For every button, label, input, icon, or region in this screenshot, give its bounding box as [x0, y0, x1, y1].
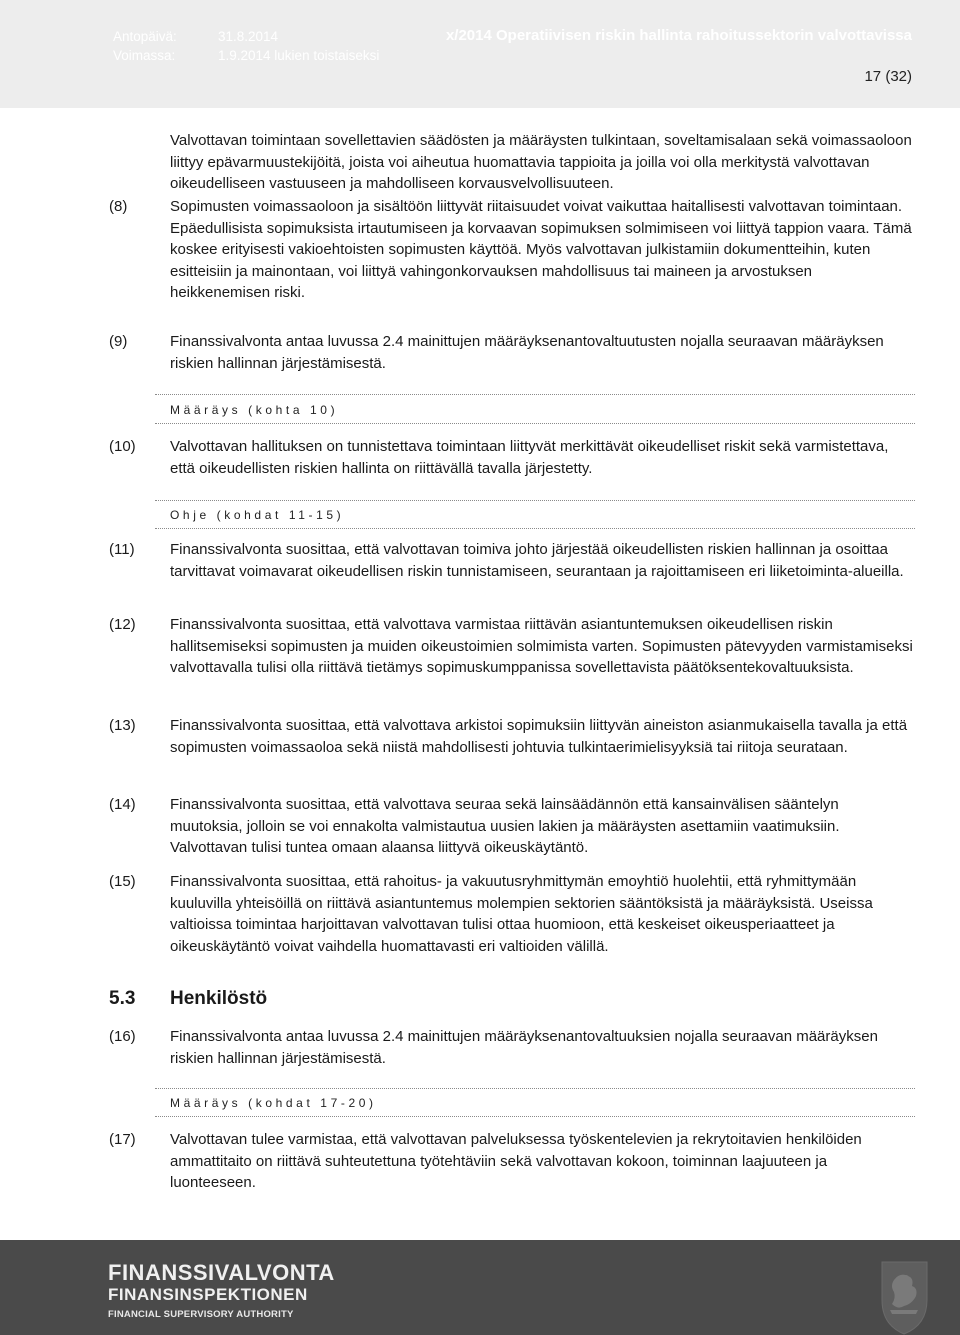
section-divider: [155, 394, 915, 395]
section-divider: [155, 500, 915, 501]
item-text: Finanssivalvonta antaa luvussa 2.4 mainittujen määräyksenantovaltuuksien nojalla seuraavan määräyksen riskien hallinnan järjestämisestä.: [170, 1028, 878, 1067]
heading-maarays-17-20: Määräys (kohdat 17-20): [170, 1096, 377, 1110]
item-text: Finanssivalvonta suosittaa, että valvottava arkistoi sopimuksiin liittyvän aineiston asianmukaisella tavalla ja että sopimusten voimassaoloa sekä niistä mahdollisesti johtuvia tulkintaerimielisyyksiä tai riitoja seurataan.: [170, 717, 908, 756]
item-text: Valvottavan hallituksen on tunnistettava toimintaan liittyvät merkittävät oikeudelliset riskit sekä varmistettava, että oikeudellisten riskien hallinta on riittävällä tavalla järjestetty.: [170, 438, 889, 477]
lion-coat-of-arms-icon: [862, 1250, 947, 1335]
item-text: Finanssivalvonta suosittaa, että valvottavan toimiva johto järjestää oikeudellisten riskien hallinnan ja osoittaa tarvittavat voimavarat oikeudellisen riskin tunnistamiseen, seurantaan ja rajoittamiseen eri liiketoiminta-alueilla.: [170, 541, 904, 580]
item-text: Finanssivalvonta suosittaa, että valvottava seuraa sekä lainsäädännön että kansainvälisen sääntelyn muutoksia, jolloin se voi ennakolta valmistautua uusien lakien ja määräysten asettamiin vaatimuksiin. Valvottavan tulisi tuntea omaan alaansa liittyvä oikeuskäytäntö.: [170, 796, 840, 857]
item-number: (13): [109, 717, 136, 734]
item-number: (10): [109, 438, 136, 455]
item-number: (17): [109, 1131, 136, 1148]
footer-brand-sv: FINANSINSPEKTIONEN: [108, 1285, 308, 1304]
issue-date-label: Antopäivä:: [113, 29, 177, 44]
item-number: (15): [109, 873, 136, 890]
item-number: (9): [109, 333, 128, 350]
section-divider: [155, 528, 915, 529]
intro-paragraph: Valvottavan toimintaan sovellettavien säädösten ja määräysten tulkintaan, soveltamisalaan sekä voimassaoloon liittyy epävarmuustekijöitä, joista voi aiheutua huomattavia tappioita ja joilla voi olla merkitystä valvottavan oikeudelliseen vastuuseen ja mahdolliseen korvausvelvollisuuteen.: [170, 132, 912, 193]
item-number: (12): [109, 616, 136, 633]
item-number: (14): [109, 796, 136, 813]
heading-ohje-11-15: Ohje (kohdat 11-15): [170, 508, 345, 522]
item-text: Finanssivalvonta suosittaa, että rahoitus- ja vakuutusryhmittymän emoyhtiö huolehtii, että ryhmittymään kuuluvilla yhteisöillä on riittävä asiantuntemus molempien sektorien sääntöksistä ja määräyksistä. Useissa valtioissa toimintaa harjoittavan valvottavan tulisi ottaa huomioon, että keskeiset oikeusperiaatteet ja oikeuskäytäntö voivat vaihdella huomattavasti eri valtioiden välillä.: [170, 873, 873, 955]
item-text: Sopimusten voimassaoloon ja sisältöön liittyvät riitaisuudet voivat vaikuttaa haitallisesti valvottavan toimintaan. Epäedullisista sopimuksista irtautumiseen ja korvaavan sopimuksen solmimiseen voi liittyä tappion vaara. Tämä koskee erityisesti vakioehtoisten sopimusten käyttöä. Myös valvottavan julkistamiin dokumentteihin, kuten esitteisiin ja mainontaan, voi liittyä vahingonkorvauksen mahdollisuus tai maineen ja arvostuksen heikkenemisen riski.: [170, 198, 912, 302]
footer-brand-en: FINANCIAL SUPERVISORY AUTHORITY: [108, 1309, 294, 1320]
valid-from-label: Voimassa:: [113, 48, 176, 63]
issue-date-value: 31.8.2014: [218, 29, 279, 44]
item-text: Finanssivalvonta suosittaa, että valvottava varmistaa riittävän asiantuntemuksen oikeudellisen riskin hallitsemiseksi sopimusten ja muiden oikeustoimien solmimista varten. Sopimusten pätevyyden varmistamiseksi valvottavalla tulisi olla riittävä tietämys sopimuskumppanissa sovellettavista päätöksentekovaltuuksista.: [170, 616, 913, 677]
item-text: Finanssivalvonta antaa luvussa 2.4 mainittujen määräyksenantovaltuutusten nojalla seuraavan määräyksen riskien hallinnan järjestämisestä.: [170, 333, 884, 372]
item-number: (8): [109, 198, 128, 215]
item-text: Valvottavan tulee varmistaa, että valvottavan palveluksessa työskentelevien ja rekrytoitavien henkilöiden ammattitaito on riittävä suhteutettuna työtehtäviin sekä valvottavan kokoon, toiminnan laajuuteen ja luonteeseen.: [170, 1131, 862, 1192]
footer-brand-fi: FINANSSIVALVONTA: [108, 1260, 335, 1285]
item-number: (16): [109, 1028, 136, 1045]
page-footer: [0, 1240, 960, 1335]
item-number: (11): [109, 541, 135, 558]
section-divider: [155, 423, 915, 424]
document-title: x/2014 Operatiivisen riskin hallinta rahoitussektorin valvottavissa: [445, 27, 912, 44]
section-title: Henkilöstö: [170, 988, 268, 1009]
heading-maarays-10: Määräys (kohta 10): [170, 403, 339, 417]
valid-from-value: 1.9.2014 lukien toistaiseksi: [218, 48, 380, 63]
page-header: [0, 0, 960, 108]
section-number: 5.3: [109, 988, 136, 1009]
page-number: 17 (32): [864, 68, 912, 85]
section-divider: [155, 1088, 915, 1089]
section-divider: [155, 1116, 915, 1117]
